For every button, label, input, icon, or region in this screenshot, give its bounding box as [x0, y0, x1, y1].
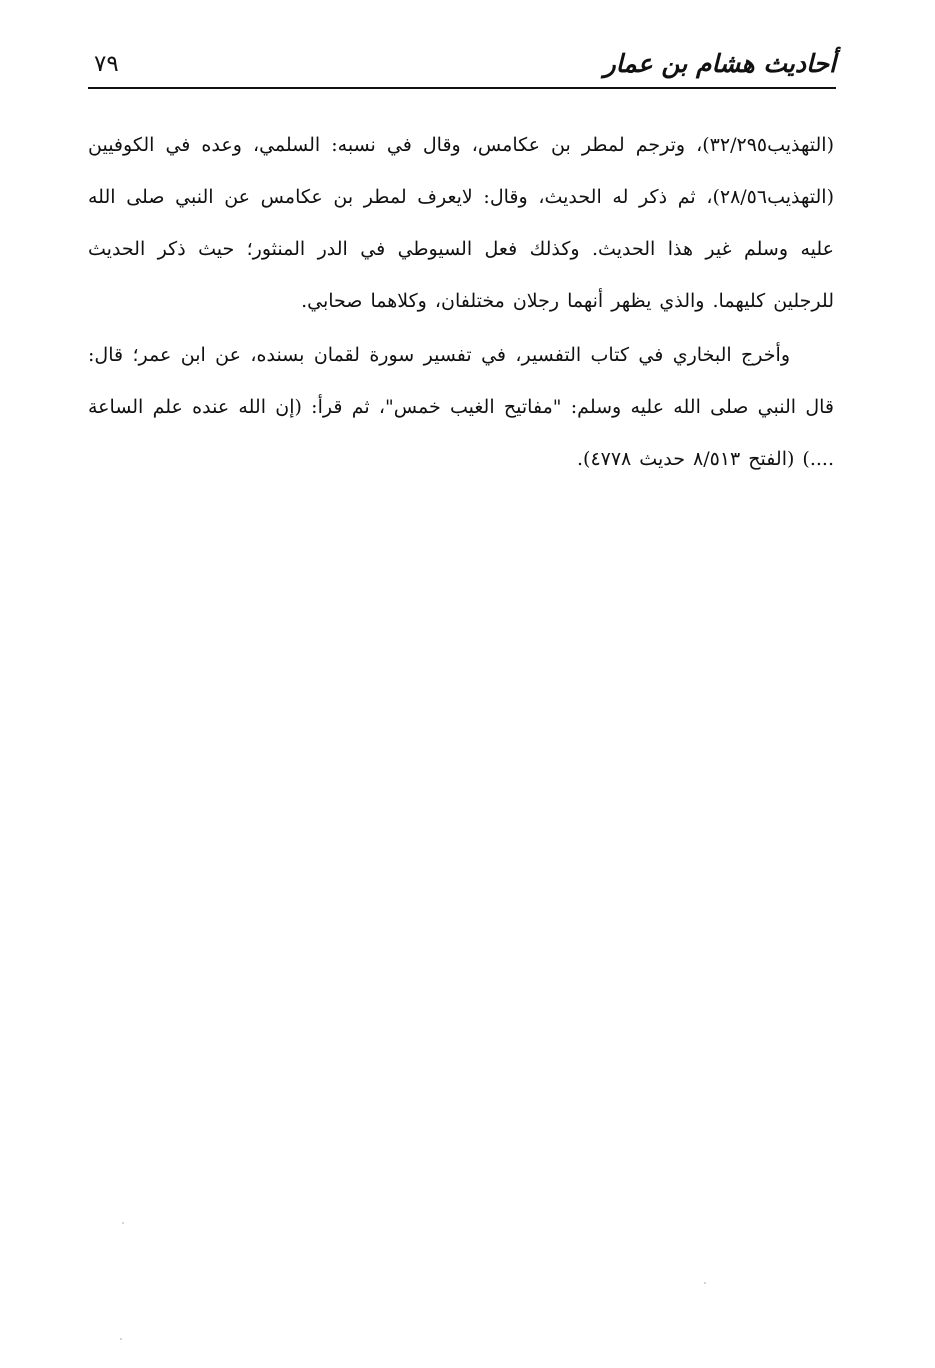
scan-speck — [122, 1222, 124, 1224]
page-number: ٧٩ — [94, 51, 119, 77]
scan-speck — [120, 1338, 122, 1340]
running-title: أحاديث هشام بن عمار — [603, 49, 836, 78]
header-rule — [88, 87, 836, 89]
page-header — [88, 44, 836, 90]
body-text — [88, 119, 834, 485]
paragraph-1: (التهذيب٣٢/٢٩٥)، وترجم لمطر بن عكامس، وقال في نسبه: السلمي، وعده في الكوفيين (التهذيب٢٨/٥٦)، ثم ذكر له الحديث، وقال: لايعرف لمطر بن عكامس عن النبي صلى الله عليه وسلم غير هذا الحديث. وكذلك فعل السيوطي في الدر المنثور؛ حيث ذكر الحديث للرجلين كليهما. والذي يظهر أنهما رجلان مختلفان، وكلاهما صحابي. — [88, 134, 834, 312]
scan-speck — [704, 1282, 706, 1284]
paragraph-2: وأخرج البخاري في كتاب التفسير، في تفسير سورة لقمان بسنده، عن ابن عمر؛ قال: قال النبي صلى الله عليه وسلم: "مفاتيح الغيب خمس"، ثم قرأ: (إن الله عنده علم الساعة ....) (الفتح ٨/٥١٣ حديث ٤٧٧٨). — [88, 344, 834, 470]
